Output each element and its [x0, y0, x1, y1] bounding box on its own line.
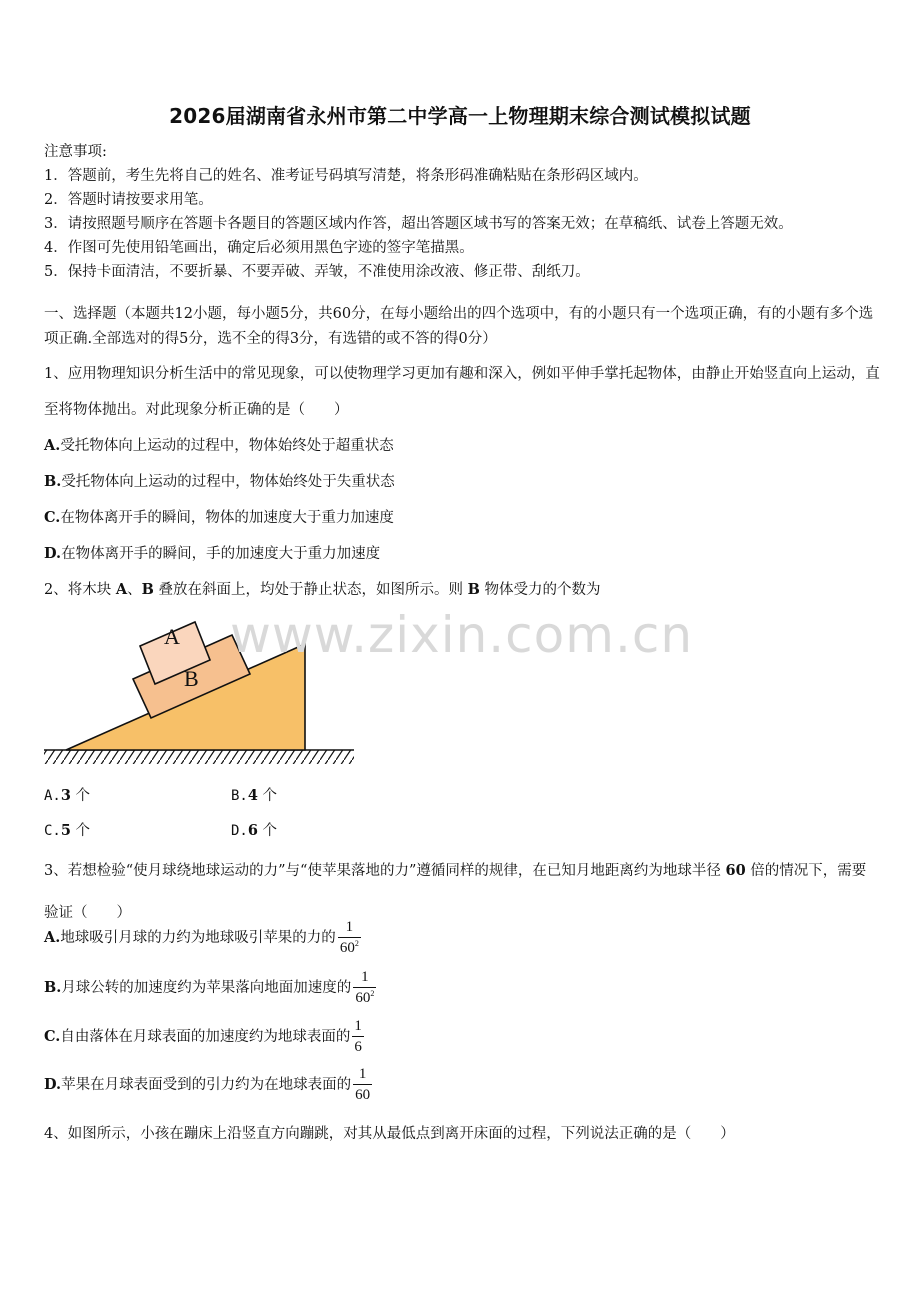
q1-stem: 1、应用物理知识分析生活中的常见现象，可以使物理学习更加有趣和深入，例如平伸手掌托起物体，由静止开始竖直向上运动，直至将物体抛出。对此现象分析正确的是（ ） [44, 366, 880, 418]
fraction-numerator: 1 [361, 969, 369, 985]
notice-item-2: 2．答题时请按要求用笔。 [44, 192, 213, 208]
denominator-exponent: 2 [354, 939, 359, 948]
option-label: D. [44, 1076, 62, 1093]
q3-option-d [44, 1067, 372, 1103]
option-unit: 个 [70, 823, 91, 839]
notice-item-5: 5．保持卡面清洁，不要折暴、不要弄破、弄皱，不准使用涂改液、修正带、刮纸刀。 [44, 264, 590, 280]
fraction [338, 920, 361, 956]
q2-stem-block-b: B [467, 581, 480, 598]
block-a-label: A [164, 624, 180, 649]
option-unit: 个 [70, 788, 91, 804]
fraction-numerator: 1 [358, 1066, 367, 1082]
option-label: C. [44, 823, 61, 839]
q2-stem-part: 物体受力的个数为 [479, 582, 601, 598]
q3-option-b [44, 970, 376, 1006]
option-text: 地球吸引月球的力约为地球吸引苹果的力的 [60, 930, 336, 946]
q4-stem: 4、如图所示，小孩在蹦床上沿竖直方向蹦跳，对其从最低点到离开床面的过程，下列说法正确的是（ ） [44, 1126, 735, 1142]
option-value: 6 [247, 822, 258, 839]
fraction-denominator [353, 987, 376, 1006]
option-label: D. [231, 823, 248, 839]
denominator-base: 60 [355, 990, 371, 1006]
q1-option-a [44, 434, 394, 455]
q2-option-d [231, 819, 277, 840]
option-text: 受托物体向上运动的过程中，物体始终处于超重状态 [60, 438, 394, 454]
fraction [353, 1067, 372, 1103]
option-label: B. [44, 979, 62, 996]
option-unit: 个 [257, 823, 278, 839]
q1-option-d [44, 542, 380, 563]
option-text: 在物体离开手的瞬间，手的加速度大于重力加速度 [61, 546, 381, 562]
q2-stem-block-b: B [141, 581, 154, 598]
option-unit: 个 [257, 788, 278, 804]
page-title: 2026届湖南省永州市第二中学高一上物理期末综合测试模拟试题 [169, 104, 751, 128]
option-label: B. [44, 473, 62, 490]
notice-item-4: 4．作图可先使用铅笔画出，确定后必须用黑色字迹的签字笔描黑。 [44, 240, 474, 256]
option-label: A. [44, 788, 61, 804]
fraction [352, 1019, 364, 1055]
option-label: C. [44, 1028, 61, 1045]
denominator-base: 6 [354, 1039, 362, 1055]
option-text: 自由落体在月球表面的加速度约为地球表面的 [60, 1029, 351, 1045]
option-value: 4 [247, 787, 258, 804]
option-label: C. [44, 509, 61, 526]
option-label: A. [44, 437, 61, 454]
q2-option-c [44, 819, 90, 840]
fraction-numerator: 1 [354, 1018, 362, 1034]
incline-figure [40, 604, 360, 768]
fraction-denominator [353, 1084, 372, 1103]
q3-option-a [44, 920, 361, 956]
denominator-base: 60 [339, 940, 355, 956]
q2-stem-part: 、 [127, 582, 142, 598]
fraction-numerator: 1 [345, 919, 354, 935]
fraction [353, 970, 376, 1006]
denominator-base: 60 [355, 1087, 371, 1103]
q2-stem [44, 578, 600, 599]
q2-stem-part: 2、将木块 [44, 582, 116, 598]
q2-stem-block-a: A [115, 581, 128, 598]
notice-item-3: 3．请按照题号顺序在答题卡各题目的答题区域内作答，超出答题区域书写的答案无效；在草稿纸、试卷上答题无效。 [44, 216, 793, 232]
watermark: www.zixin.com.cn [230, 606, 694, 664]
q3-option-c [44, 1019, 364, 1055]
fraction-denominator [352, 1036, 364, 1055]
q2-stem-part: 叠放在斜面上，均处于静止状态，如图所示。则 [153, 582, 468, 598]
q2-option-b [231, 784, 277, 805]
option-label: A. [44, 929, 61, 946]
denominator-exponent: 2 [370, 989, 375, 998]
option-label: B. [231, 788, 248, 804]
option-text: 苹果在月球表面受到的引力约为在地球表面的 [61, 1077, 352, 1093]
q3-stem-part: 3、若想检验“使月球绕地球运动的力”与“使苹果落地的力”遵循同样的规律，在已知月地距离约为地球半径 [44, 863, 726, 879]
fraction-denominator [338, 937, 361, 956]
option-label: D. [44, 545, 62, 562]
notice-heading: 注意事项: [44, 144, 107, 160]
option-text: 在物体离开手的瞬间，物体的加速度大于重力加速度 [60, 510, 394, 526]
block-b-label: B [184, 666, 199, 691]
q1-option-c [44, 506, 394, 527]
option-value: 3 [60, 787, 71, 804]
section-intro: 一、选择题（本题共12小题，每小题5分，共60分，在每小题给出的四个选项中，有的小题只有一个选项正确，有的小题有多个选项正确.全部选对的得5分，选不全的得3分，有选错的或不答的得0分） [44, 306, 874, 347]
notice-item-1: 1．答题前，考生先将自己的姓名、准考证号码填写清楚，将条形码准确粘贴在条形码区域内。 [44, 168, 648, 184]
q3-stem-part: 倍的情况下，需要验证（ ） [44, 863, 867, 921]
q1-option-b [44, 470, 395, 491]
ground-hatching [44, 750, 354, 764]
option-value: 5 [60, 822, 71, 839]
option-text: 受托物体向上运动的过程中，物体始终处于失重状态 [61, 474, 395, 490]
q2-option-a [44, 784, 90, 805]
q3-stem-number: 60 [725, 862, 746, 879]
option-text: 月球公转的加速度约为苹果落向地面加速度的 [61, 980, 352, 996]
